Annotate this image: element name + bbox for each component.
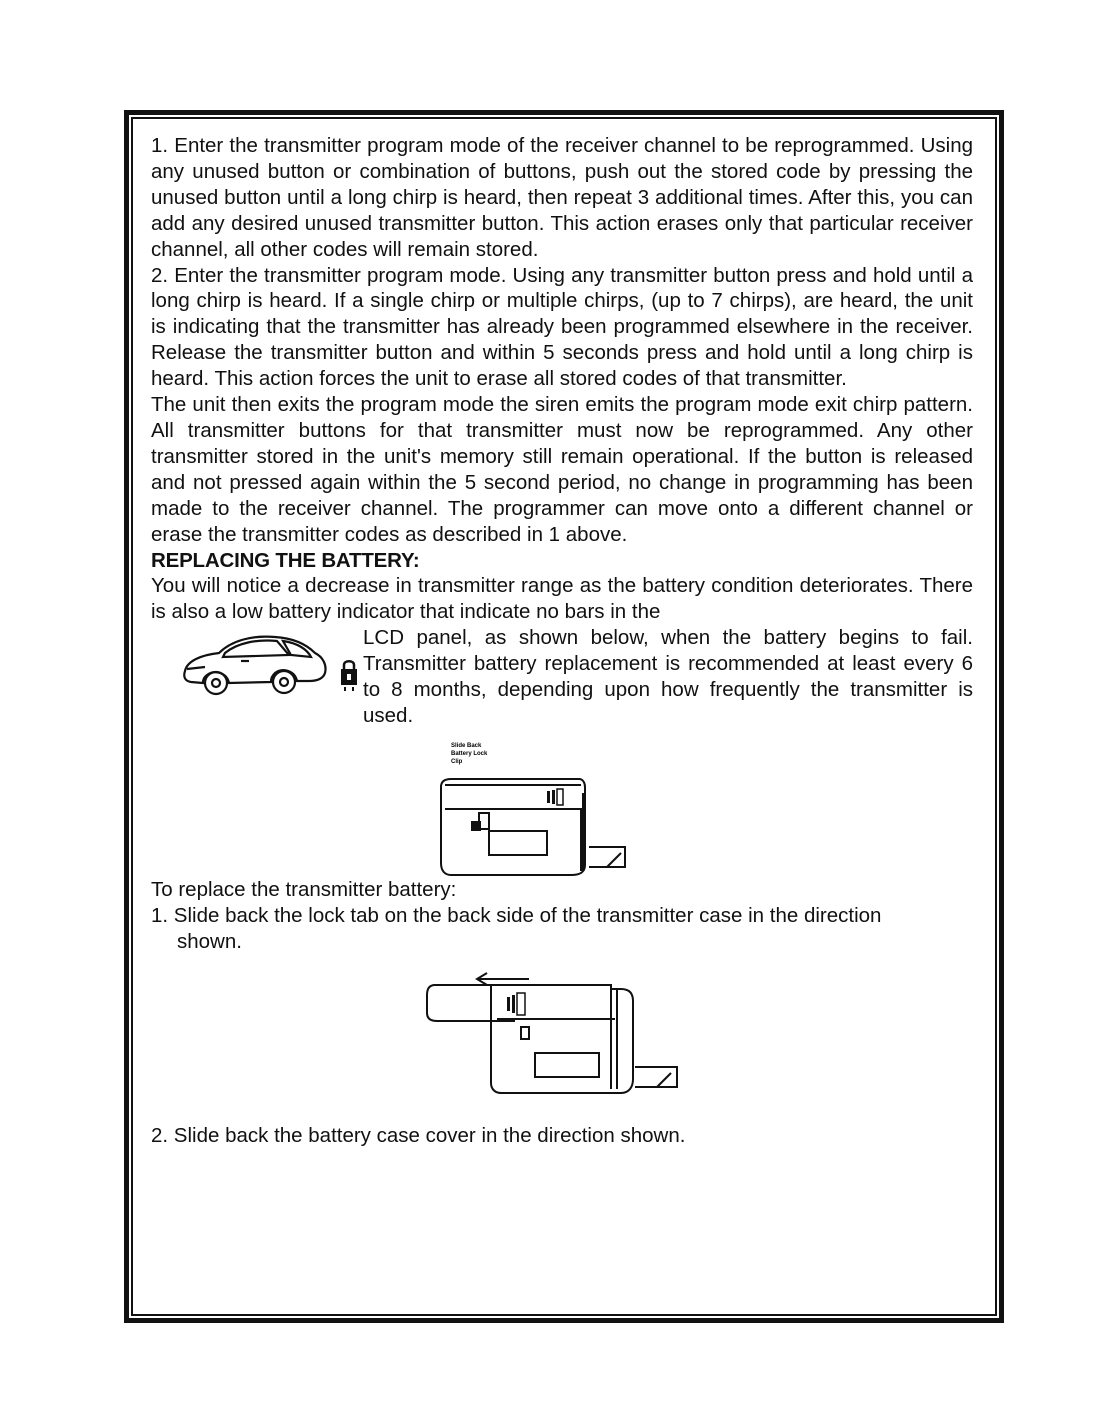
step-one-paragraph: 1. Enter the transmitter program mode of the receiver channel to be reprogrammed. Using any unused button or combination of buttons, push out the stored code by pressing the unused button until a long chirp is heard, then repeat 3 additional times. After this, you can add any desired unused transmitter button. This action erases only that particular receiver channel, all other codes will remain stored. [151, 134, 973, 261]
figure-label-line-3: Clip [451, 759, 463, 766]
program-exit-paragraph: The unit then exits the program mode the siren emits the program mode exit chirp pattern. All transmitter buttons for that transmitter must now be reprogrammed. Any other transmitter stored in the unit's memory still remain operational. If the button is released and not pressed again within the 5 second period, no change in programming has been made to the receiver channel. The programmer can move onto a different channel or erase the transmitter codes as described in 1 above. [151, 393, 973, 546]
car-icon [179, 627, 329, 697]
lock-icon [339, 657, 359, 693]
figure-label-line-2: Battery Lock [451, 751, 488, 758]
replace-step-two: 2. Slide back the battery case cover in the direction shown. [151, 1123, 686, 1147]
transmitter-icon [431, 735, 641, 877]
transmitter-figure-two [151, 955, 973, 1123]
battery-heading: REPLACING THE BATTERY: [151, 548, 420, 572]
battery-intro: You will notice a decrease in transmitter range as the battery condition deteriorates. There is also a low battery indicator that indicate no bars in the [151, 574, 973, 624]
battery-intro-row [151, 625, 973, 729]
battery-intro-continued: LCD panel, as shown below, when the battery begins to fail. Transmitter battery replacement is recommended at least every 6 to 8 months, depending upon how frequently the transmitter is used. [363, 626, 973, 727]
transmitter-slide-icon [421, 955, 691, 1095]
instruction-content [151, 133, 973, 1149]
figure-label-line-1: Slide Back [451, 743, 482, 750]
step-two-paragraph: 2. Enter the transmitter program mode. Using any transmitter button press and hold until a long chirp is heard. If a single chirp or multiple chirps, (up to 7 chirps), are heard, the unit is indicating that the transmitter has already been programmed elsewhere in the receiver. Release the transmitter button and within 5 seconds press and hold until a long chirp is heard. This action forces the unit to erase all stored codes of that transmitter. [151, 263, 973, 391]
replace-step-one: 1. Slide back the lock tab on the back side of the transmitter case in the direction [151, 904, 882, 928]
replace-step-one-continued: shown. [177, 930, 242, 954]
transmitter-figure-one [151, 729, 973, 877]
replace-instructions-intro: To replace the transmitter battery: [151, 878, 457, 902]
